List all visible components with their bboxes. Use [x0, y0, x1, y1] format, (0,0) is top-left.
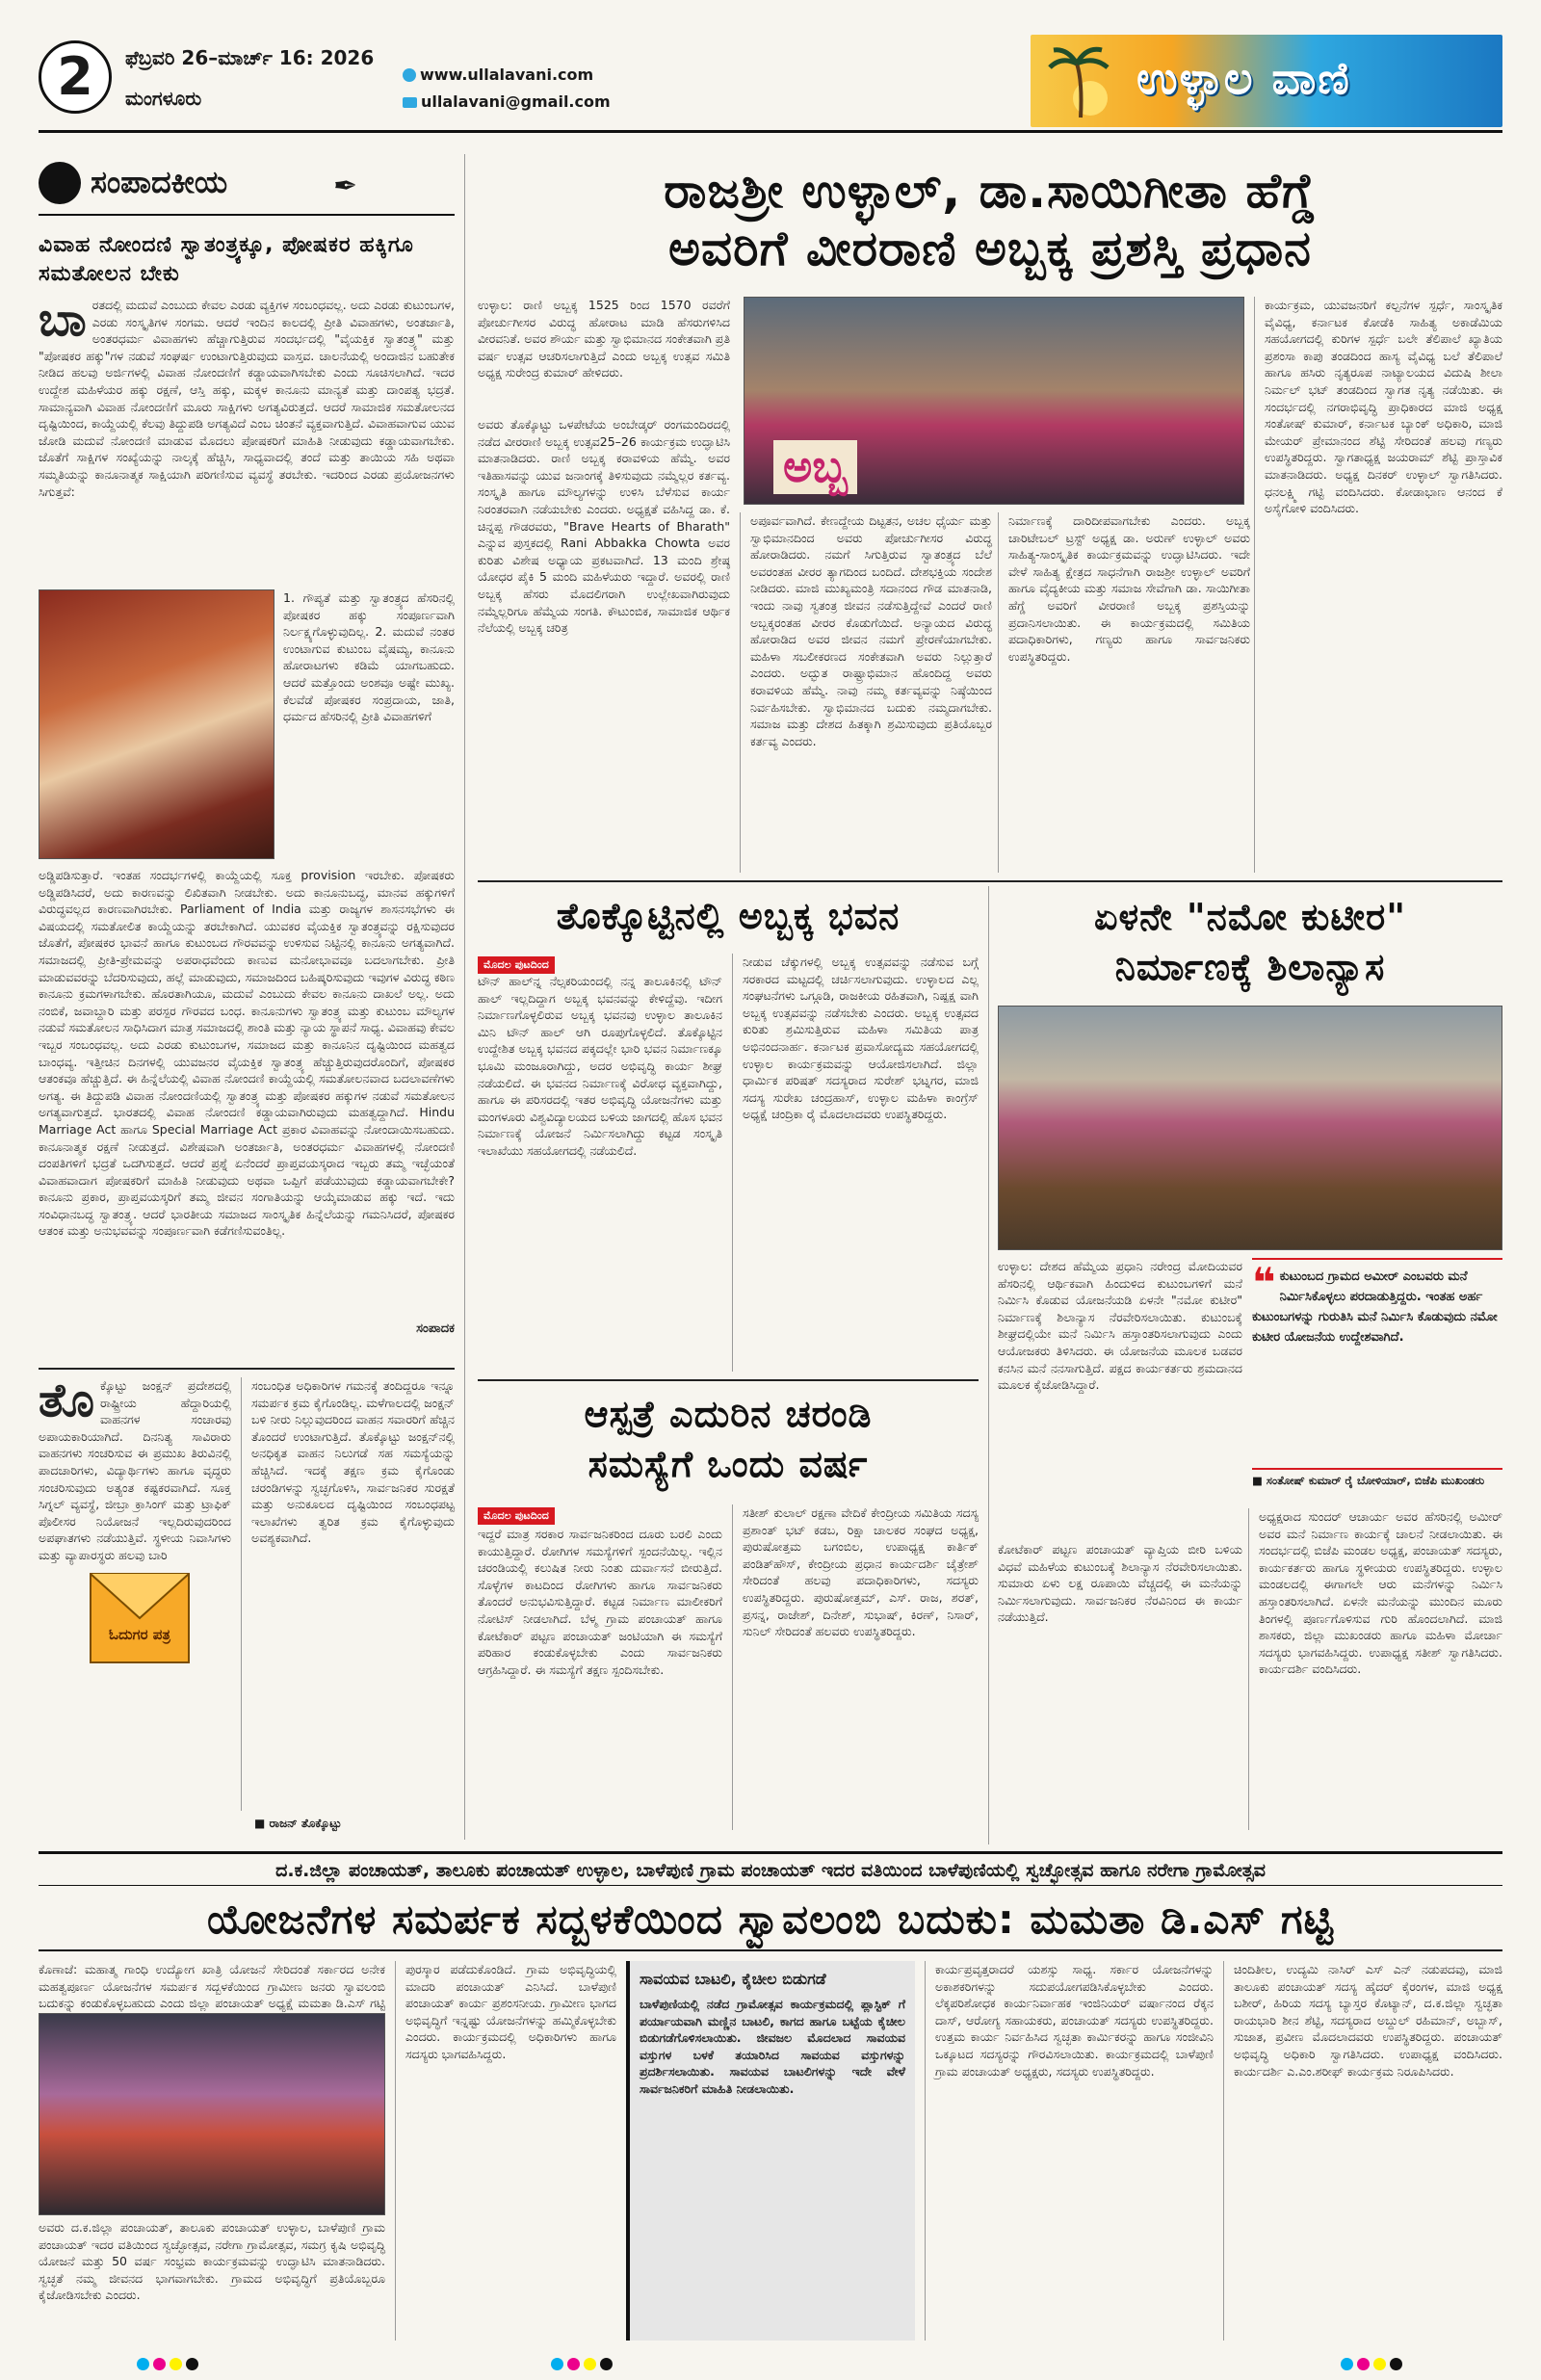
letter-author: ■ ರಾಜನ್ ತೊಕ್ಕೊಟ್ಟು [254, 1817, 342, 1830]
reg-mark-magenta [153, 2358, 166, 2370]
editorial-headline: ವಿವಾಹ ನೋಂದಣಿ ಸ್ವಾತಂತ್ರ್ಯಕ್ಕೂ, ಪೋಷಕರ ಹಕ್ಕಿಗೂ ಸಮತೋಲನ ಬೇಕು [39, 233, 414, 286]
quote-icon: ❝ [1252, 1259, 1276, 1306]
drain-cont-tag[interactable] [478, 1504, 559, 1525]
registration-marks-right [1339, 2356, 1404, 2374]
palm-tree-icon [1044, 42, 1121, 119]
lead-photo-banner: ಅಬ್ಬ [773, 440, 857, 494]
lead-col-1: ಉಳ್ಳಾಲ: ರಾಣಿ ಅಬ್ಬಕ್ಕ 1525 ರಿಂದ 1570 ರವರೆಗೆ ಪೋರ್ಚುಗೀಸರ ವಿರುದ್ಧ ಹೋರಾಟ ಮಾಡಿ ಹೆಸರುಗಳಿಸಿದ ವೀರವನಿತೆ. ಅವರ ಶೌರ್ಯ ಮತ್ತು ಸ್ವಾಭಿಮಾನದ ಸಂಕೇತವಾಗಿ ಪ್ರತಿ ವರ್ಷ ಉತ್ಸವ ಆಚರಿಸಲಾಗುತ್ತಿದೆ ಎಂದು ಅಬ್ಬಕ್ಕ ಉತ್ಸವ ಸಮಿತಿ ಅಧ್ಯಕ್ಷ ಸುರೇಂದ್ರ ಕುಮಾರ್ ಹೇಳಿದರು. [478, 298, 730, 380]
kutira-headline [998, 892, 1502, 992]
envelope-icon [87, 1570, 193, 1666]
bottom-col-1b: ಅವರು ದ.ಕ.ಜಿಲ್ಲಾ ಪಂಚಾಯತ್, ತಾಲೂಕು ಪಂಚಾಯತ್ ಉಳ್ಳಾಲ, ಬಾಳೆಪುಣಿ ಗ್ರಾಮ ಪಂಚಾಯತ್ ಇದರ ವತಿಯಿಂದ ಸ್ವಚ್ಛೋತ್ಸವ, ನರೇಗಾ ಗ್ರಾಮೋತ್ಸವ, ಸಮಗ್ರ ಕೃಷಿ ಅಭಿವೃದ್ಧಿ ಯೋಜನೆ ಮತ್ತು 50 ವರ್ಷ ಸಂಭ್ರಮ ಕಾರ್ಯಕ್ರಮವನ್ನು ಉದ್ಘಾಟಿಸಿ ಮಾತನಾಡಿದರು. ಸ್ವಚ್ಛತೆ ನಮ್ಮ ಜೀವನದ ಭಾಗವಾಗಬೇಕು. ಗ್ರಾಮದ ಅಭಿವೃದ್ಧಿಗೆ ಪ್ರತಿಯೊಬ್ಬರೂ ಕೈಜೋಡಿಸಬೇಕು ಎಂದರು. [39, 2220, 385, 2303]
bottom-box-body: ಬಾಳೆಪುಣಿಯಲ್ಲಿ ನಡೆದ ಗ್ರಾಮೋತ್ಸವ ಕಾರ್ಯಕ್ರಮದಲ್ಲಿ ಪ್ಲಾಸ್ಟಿಕ್ ಗೆ ಪರ್ಯಾಯವಾಗಿ ಮಣ್ಣಿನ ಬಾಟಲಿ, ಕಾಗದ ಹಾಗೂ ಬಟ್ಟೆಯ ಕೈಚೀಲ ಬಿಡುಗಡೆಗೊಳಿಸಲಾಯಿತು. ಜೀವಜಲ ಮೊದಲಾದ ಸಾವಯವ ವಸ್ತುಗಳ ಬಳಕೆ ತಯಾರಿಸಿದ ಸಾವಯವ ವಸ್ತುಗಳನ್ನು ಪ್ರದರ್ಶಿಸಲಾಯಿತು. ಸಾವಯವ ಬಾಟಲಿಗಳನ್ನು ಇದೇ ವೇಳೆ ಸಾರ್ವಜನಿಕರಿಗೆ ಮಾಹಿತಿ ನೀಡಲಾಯಿತು. [640, 1997, 905, 2096]
drain-top-rule [478, 1379, 979, 1381]
lead-headline-line2: ಅವರಿಗೆ ವೀರರಾಣಿ ಅಬ್ಬಕ್ಕ ಪ್ರಶಸ್ತಿ ಪ್ರಧಾನ [668, 221, 1312, 276]
letter-badge [87, 1570, 193, 1666]
reg-mark-black [186, 2358, 198, 2370]
masthead [39, 37, 1502, 133]
bottom-col-4: ಚಿಂದಿತೀಲ, ಉದ್ಯಮಿ ನಾಸಿರ್ ಎಸ್ ಎನ್ ನಡುಪದವು, ಮಾಜಿ ತಾಲೂಕು ಪಂಚಾಯತ್ ಸದಸ್ಯ ಹೈದರ್ ಕೈರಂಗಳ, ಮಾಜಿ ಅಧ್ಯಕ್ಷ ಬಶೀರ್, ಹಿರಿಯ ಸದಸ್ಯ ಬ್ಯಾಸ್ತರ ಕೊಟ್ಯಾನ್, ದ.ಕ.ಜಿಲ್ಲಾ ಸ್ವಚ್ಛತಾ ರಾಯಭಾರಿ ಶೀನ ಶೆಟ್ಟಿ, ಸದಸ್ಯರಾದ ಅಬ್ದುಲ್ ರಹಿಮಾನ್, ಅಬ್ಬಾಸ್, ಸುಜಾತ, ಪ್ರವೀಣ ಮೊದಲಾದವರು ಉಪಸ್ಥಿತರಿದ್ದರು. ಪಂಚಾಯತ್ ಅಭಿವೃದ್ಧಿ ಅಧಿಕಾರಿ ಸ್ವಾಗತಿಸಿದರು. ಉಪಾಧ್ಯಕ್ಷ ವಂದಿಸಿದರು. ಕಾರ್ಯದರ್ಶಿ ಎ.ಎಂ.ಶರೀಫ್ ಕಾರ್ಯಕ್ರಮ ನಿರೂಪಿಸಿದರು. [1223, 1961, 1502, 2341]
kutira-photo [998, 1006, 1502, 1250]
kutira-col-1b: ಕೋಟೆಕಾರ್ ಪಟ್ಟಣ ಪಂಚಾಯತ್ ವ್ಯಾಪ್ತಿಯ ಬೀರಿ ಬಳಿಯ ವಿಧವೆ ಮಹಿಳೆಯ ಕುಟುಂಬಕ್ಕೆ ಶಿಲಾನ್ಯಾಸ ನೆರವೇರಿಸಲಾಯಿತು. ಸುಮಾರು ಏಳು ಲಕ್ಷ ರೂಪಾಯಿ ವೆಚ್ಚದಲ್ಲಿ ಈ ಮನೆಯನ್ನು ನಿರ್ಮಿಸಲಾಗುವುದು. ಸಾರ್ವಜನಿಕರ ನೆರವಿನಿಂದ ಈ ಕಾರ್ಯ ನಡೆಯುತ್ತಿದೆ. [998, 1542, 1242, 1625]
letter-divider [39, 1368, 455, 1370]
letter-badge-label: ಓದುಗರ ಪತ್ರ [108, 1626, 170, 1643]
paper-logo [1031, 35, 1502, 127]
bottom-headline: ಯೋಜನೆಗಳ ಸಮರ್ಪಕ ಸದ್ಬಳಕೆಯಿಂದ ಸ್ವಾವಲಂಬಿ ಬದುಕು: ಮಮತಾ ಡಿ.ಎಸ್ ಗಟ್ಟಿ [39, 1890, 1502, 1951]
page-number: 2 [39, 40, 112, 114]
bottom-col-2: ಪುರಸ್ಕಾರ ಪಡೆದುಕೊಂಡಿದೆ. ಗ್ರಾಮ ಅಭಿವೃದ್ಧಿಯಲ್ಲಿ ಮಾದರಿ ಪಂಚಾಯತ್ ಎನಿಸಿದೆ. ಬಾಳೆಪುಣಿ ಪಂಚಾಯತ್‌ ಕಾರ್ಯ ಪ್ರಶಂಸನೀಯ. ಗ್ರಾಮೀಣ ಭಾಗದ ಅಭಿವೃದ್ಧಿಗೆ ಇನ್ನಷ್ಟು ಯೋಜನೆಗಳನ್ನು ಹಮ್ಮಿಕೊಳ್ಳಬೇಕು ಎಂದರು. ಕಾರ್ಯಕ್ರಮದಲ್ಲಿ ಅಧಿಕಾರಿಗಳು ಹಾಗೂ ಸದಸ್ಯರು ಭಾಗವಹಿಸಿದ್ದರು. [395, 1961, 616, 2341]
lead-photo [744, 297, 1244, 505]
bhavana-cont-tag[interactable] [478, 954, 559, 974]
drain-col-1: ಇದ್ದರೆ ಮಾತ್ರ ಸರಕಾರ ಸಾರ್ವಜನಿಕರಿಂದ ದೂರು ಬರಲಿ ಎಂದು ಕಾಯುತ್ತಿದ್ದಾರೆ. ರೋಗಿಗಳ ಸಮಸ್ಯೆಗಳಿಗೆ ಸ್ಪಂದನೆಯಿಲ್ಲ. ಇಲ್ಲಿನ ಚರಂಡಿಯಲ್ಲಿ ಕಲುಷಿತ ನೀರು ನಿಂತು ದುರ್ವಾಸನೆ ಬೀರುತ್ತಿದೆ. ಸೊಳ್ಳೆಗಳ ಕಾಟದಿಂದ ರೋಗಿಗಳು ಹಾಗೂ ಸಾರ್ವಜನಿಕರು ತೊಂದರೆ ಅನುಭವಿಸುತ್ತಿದ್ದಾರೆ. ಕಟ್ಟಡ ನಿರ್ಮಾಣ ಮಾಲೀಕರಿಗೆ ನೋಟಿಸ್ ನೀಡಲಾಗಿದೆ. ಬೆಳ್ಮ ಗ್ರಾಮ ಪಂಚಾಯತ್ ಹಾಗೂ ಕೋಟೆಕಾರ್ ಪಟ್ಟಣ ಪಂಚಾಯತ್ ಜಂಟಿಯಾಗಿ ಈ ಸಮಸ್ಯೆಗೆ ಪರಿಹಾರ ಕಂಡುಕೊಳ್ಳಬೇಕು ಎಂದು ಸಾರ್ವಜನಿಕರು ಆಗ್ರಹಿಸಿದ್ದಾರೆ. ಈ ಸಮಸ್ಯೆಗೆ ತಕ್ಷಣ ಸ್ಪಂದಿಸಬೇಕು. [478, 1527, 722, 1677]
lead-headline [478, 162, 1502, 277]
email-link[interactable]: ullalavani@gmail.com [421, 92, 611, 111]
bottom-col-3: ಕಾರ್ಯಪ್ರವೃತ್ತರಾದರೆ ಯಶಸ್ಸು ಸಾಧ್ಯ. ಸರ್ಕಾರ ಯೋಜನೆಗಳನ್ನು ಅಕಾಶಕರಿಗಳನ್ನು ಸದುಪಯೋಗಪಡಿಸಿಕೊಳ್ಳಬೇಕು ಎಂದರು. ಲೆಕ್ಕಪರಿಶೋಧಕ ಕಾರ್ಯನಿರ್ವಾಹಕ ಇಂಜಿನಿಯರ್ ವರ್ಷಾನಂದ ರೆಕ್ಕನ ದಾಸ್, ಆರೋಗ್ಯ ಸಹಾಯಕರು, ಪಂಚಾಯತ್ ಸದಸ್ಯರು ಉಪಸ್ಥಿತರಿದ್ದರು. ಉತ್ತಮ ಕಾರ್ಯ ನಿರ್ವಹಿಸಿದ ಸ್ವಚ್ಛತಾ ಕಾರ್ಮಿಕರನ್ನು ಹಾಗೂ ಸಂಜೀವಿನಿ ಒಕ್ಕೂಟದ ಸದಸ್ಯರನ್ನು ಗೌರವಿಸಲಾಯಿತು. ಕಾರ್ಯಕ್ರಮದಲ್ಲಿ ಬಾಳೆಪುಣಿ ಗ್ರಾಮ ಪಂಚಾಯತ್ ಅಧ್ಯಕ್ಷರು, ಸದಸ್ಯರು ಉಪಸ್ಥಿತರಿದ್ದರು. [925, 1961, 1214, 2341]
editorial-points: 1. ಗೌಪ್ಯತೆ ಮತ್ತು ಸ್ವಾತಂತ್ರ್ಯದ ಹೆಸರಿನಲ್ಲಿ ಪೋಷಕರ ಹಕ್ಕು ಸಂಪೂರ್ಣವಾಗಿ ನಿರ್ಲಕ್ಷ್ಯಗೊಳ್ಳುವುದಿಲ್ಲ. 2. ಮದುವೆ ನಂತರ ಉಂಟಾಗುವ ಕುಟುಂಬ ವೈಷಮ್ಯ, ಕಾನೂನು ಹೋರಾಟಗಳು ಕಡಿಮೆ ಯಾಗಬಹುದು. ಆದರೆ ಮತ್ತೊಂದು ಅಂಶವೂ ಅಷ್ಟೇ ಮುಖ್ಯ. ಕೆಲವೆಡೆ ಪೋಷಕರ ಸಂಪ್ರದಾಯ, ಜಾತಿ, ಧರ್ಮದ ಹೆಸರಿನಲ್ಲಿ ಪ್ರೀತಿ ವಿವಾಹಗಳಿಗೆ [283, 590, 455, 724]
bottom-box-title: ಸಾವಯವ ಬಾಟಲಿ, ಕೈಚೀಲ ಬಿಡುಗಡೆ [640, 1970, 826, 1988]
reg-mark-cyan [551, 2358, 563, 2370]
reg-mark-yellow [1373, 2358, 1386, 2370]
reg-mark-magenta [1357, 2358, 1370, 2370]
editorial-logo-icon [39, 162, 81, 204]
kutira-rule [988, 886, 989, 1844]
continued-tag[interactable]: ಮೊದಲ ಪುಟದಿಂದ [478, 956, 555, 974]
letter-section [39, 1373, 455, 1840]
email-row [403, 92, 611, 111]
reg-mark-yellow [170, 2358, 182, 2370]
editorial-photo [39, 589, 274, 859]
drain-col-2: ಸತೀಶ್ ಕುಲಾಲ್ ರಕ್ಷಣಾ ವೇದಿಕೆ ಕೇಂದ್ರೀಯ ಸಮಿತಿಯ ಸದಸ್ಯ ಪ್ರಶಾಂತ್ ಭಟ್ ಕಡಬ, ರಿಕ್ಷಾ ಚಾಲಕರ ಸಂಘದ ಅಧ್ಯಕ್ಷ, ಪುರುಷೋತ್ತಮ ಬಗಂಬಿಲ, ಉಪಾಧ್ಯಕ್ಷ ಕಾರ್ತಿಕ್ ಪಂಡಿತ್‌ಹೌಸ್, ಕೇಂದ್ರೀಯ ಪ್ರಧಾನ ಕಾರ್ಯದರ್ಶಿ ಚೈತ್ರೇಶ್ ಸೇರಿದಂತೆ ಹಲವು ಪದಾಧಿಕಾರಿಗಳು, ಸದಸ್ಯರು ಉಪಸ್ಥಿತರಿದ್ದರು. ಪುರುಷೋತ್ತಮ್, ಎಸ್. ರಾಜ, ಶರತ್, ಪ್ರಸನ್ನ, ರಾಜೇಶ್, ದಿನೇಶ್, ಸುಭಾಷ್, ಕಿರಣ್, ನಿಸಾರ್, ಸುನಿಲ್ ಸೇರಿದಂತೆ ಹಲವರು ಉಪಸ್ಥಿತರಿದ್ದರು. [732, 1504, 979, 1830]
city: ಮಂಗಳೂರು [125, 87, 202, 110]
bottom-box [626, 1961, 915, 2341]
letter-col-2: ಸಂಬಂಧಿತ ಅಧಿಕಾರಿಗಳ ಗಮನಕ್ಕೆ ತಂದಿದ್ದರೂ ಇನ್ನೂ ಸಮರ್ಪಕ ಕ್ರಮ ಕೈಗೊಂಡಿಲ್ಲ. ಮಳೆಗಾಲದಲ್ಲಿ ಜಂಕ್ಷನ್ ಬಳಿ ನೀರು ನಿಲ್ಲುವುದರಿಂದ ವಾಹನ ಸವಾರರಿಗೆ ಹೆಚ್ಚಿನ ತೊಂದರೆ ಉಂಟಾಗುತ್ತಿದೆ. ತೊಕ್ಕೊಟ್ಟು ಜಂಕ್ಷನ್‌ನಲ್ಲಿ ಅನಧಿಕೃತ ವಾಹನ ನಿಲುಗಡೆ ಸಹ ಸಮಸ್ಯೆಯನ್ನು ಹೆಚ್ಚಿಸಿದೆ. ಇದಕ್ಕೆ ತಕ್ಷಣ ಕ್ರಮ ಕೈಗೊಂಡು ಚರಂಡಿಗಳನ್ನು ಸ್ವಚ್ಛಗೊಳಿಸಿ, ಸಾರ್ವಜನಿಕರ ಸುರಕ್ಷತೆ ಮತ್ತು ಅನುಕೂಲದ ದೃಷ್ಟಿಯಿಂದ ಸಂಬಂಧಪಟ್ಟ ಇಲಾಖೆಗಳು ತ್ವರಿತ ಕ್ರಮ ಕೈಗೊಳ್ಳುವುದು ಅವಶ್ಯಕವಾಗಿದೆ. [241, 1377, 455, 1811]
paper-name: ಉಳ್ಳಾಲ ವಾಣಿ [1136, 52, 1351, 104]
mail-icon [403, 97, 417, 108]
editorial-label-row [39, 154, 455, 216]
kutira-quote-author: ■ ಸಂತೋಷ್ ಕುಮಾರ್ ರೈ ಬೋಳಿಯಾರ್, ಬಿಜೆಪಿ ಮುಖಂಡರು [1252, 1474, 1485, 1487]
editorial-body-2: ಅಡ್ಡಿಪಡಿಸುತ್ತಾರೆ. ಇಂತಹ ಸಂದರ್ಭಗಳಲ್ಲಿ ಕಾಯ್ದೆಯಲ್ಲಿ ಸೂಕ್ತ provision ಇರಬೇಕು. ಪೋಷಕರು ಅಡ್ಡಿಪಡಿಸಿದರೆ, ಅದು ಕಾರಣವನ್ನು ಲಿಖಿತವಾಗಿ ನೀಡಬೇಕು. ಅದು ಕಾನೂನುಬದ್ಧ, ಮಾನವ ಹಕ್ಕುಗಳಿಗೆ ವಿರುದ್ಧವಲ್ಲದ ಕಾರಣವಾಗಿರಬೇಕು. Parliament of India ಮತ್ತು ರಾಜ್ಯಗಳ ಶಾಸನಸಭೆಗಳು ಈ ವಿಷಯದಲ್ಲಿ ಸಮತೋಲಿತ ಕಾಯ್ದೆಯನ್ನು ತರಬೇಕಾಗಿದೆ. ಯುವಕರ ವೈಯಕ್ತಿಕ ಸ್ವಾತಂತ್ರ್ಯವನ್ನು ರಕ್ಷಿಸುವುದರ ಜೊತೆಗೆ, ಪೋಷಕರ ಭಾವನೆ ಹಾಗೂ ಕುಟುಂಬದ ಗೌರವವನ್ನು ಉಳಿಸುವ ನಿಟ್ಟಿನಲ್ಲಿ ಕಾನೂನು ಅಗತ್ಯವಾಗಿದೆ. ಸಮಾಜದಲ್ಲಿ ಪ್ರೀತಿ-ಪ್ರೇಮವನ್ನು ಅಪರಾಧವೆಂದು ಕಾಣುವ ಮನೋಭಾವವೂ ಬದಲಾಗಬೇಕು. ಪ್ರೀತಿ ಮಾಡುವವರನ್ನು ಬೆದರಿಸುವುದು, ಹಲ್ಲೆ ಮಾಡುವುದು, ಸಮಾಜದಿಂದ ಬಹಿಷ್ಕರಿಸುವುದು ಇವುಗಳ ವಿರುದ್ಧ ಕಠಿಣ ಕಾನೂನು ಕ್ರಮಗಳಾಗಬೇಕು. ಹೊರತಾಗಿಯೂ, ಮದುವೆ ಎಂಬುದು ಕೇವಲ ಕಾನೂನು ದಾಖಲೆ ಅಲ್ಲ. ಅದು ನಂಬಿಕೆ, ಜವಾಬ್ದಾರಿ ಮತ್ತು ಪರಸ್ಪರ ಗೌರವದ ಬಂಧ. ಕಾನೂನುಗಳು ಸ್ವಾತಂತ್ರ್ಯ ಮತ್ತು ಕುಟುಂಬ ಮೌಲ್ಯಗಳ ನಡುವೆ ಸಮತೋಲನ ಸಾಧಿಸಿದಾಗ ಮಾತ್ರ ಸಮಾಜದಲ್ಲಿ ಶಾಂತಿ ಮತ್ತು ನ್ಯಾಯ ಸ್ಥಾಪನೆ ಸಾಧ್ಯ. ವಿವಾಹವು ಕೇವಲ ಇಬ್ಬರ ಸಂಬಂಧವಲ್ಲ. ಅದು ಎರಡು ಕುಟುಂಬಗಳ, ಸಮಾಜದ ಮತ್ತು ಕಾನೂನಿನ ದೃಷ್ಟಿಯಿಂದ ಮಹತ್ವದ ಬಾಂಧವ್ಯ. ಇತ್ತೀಚಿನ ದಿನಗಳಲ್ಲಿ ಯುವಜನರ ವೈಯಕ್ತಿಕ ಸ್ವಾತಂತ್ರ್ಯ ಹೆಚ್ಚುತ್ತಿರುವುದರೊಂದಿಗೆ, ಪೋಷಕರ ಆತಂಕವೂ ಹೆಚ್ಚುತ್ತಿದೆ. ಈ ಹಿನ್ನೆಲೆಯಲ್ಲಿ ವಿವಾಹ ನೋಂದಣಿ ಕಾಯ್ದೆಯಲ್ಲಿ ಸಮತೋಲನವಾದ ಬದಲಾವಣೆಗಳು ಅಗತ್ಯ. ಈ ತಿದ್ದುಪಡಿ ವಿವಾಹ ನೋಂದಣಿಯಲ್ಲಿ ಸ್ವಾತಂತ್ರ್ಯ ಮತ್ತು ಪೋಷಕರ ಹಕ್ಕುಗಳ ನಡುವೆ ಸಮತೋಲನ ಅಗತ್ಯವಾಗುತ್ತದೆ. ಭಾರತದಲ್ಲಿ ವಿವಾಹ ನೋಂದಣಿ ಕಡ್ಡಾಯವಾಗಿರುವುದು ಮಹತ್ವದ್ದಾಗಿದೆ. Hindu Marriage Act ಹಾಗೂ Special Marriage Act ಪ್ರಕಾರ ವಿವಾಹವನ್ನು ನೋಂದಾಯಿಸಬಹುದು. ಕಾನೂನಾತ್ಮಕ ರಕ್ಷಣೆ ನೀಡುತ್ತದೆ. ವಿಶೇಷವಾಗಿ ಅಂತರ್ಜಾತಿ, ಅಂತರಧರ್ಮ ವಿವಾಹಗಳಲ್ಲಿ ನೋಂದಣಿ ದಂಪತಿಗಳಿಗೆ ಭದ್ರತೆ ಒದಗಿಸುತ್ತದೆ. ಆದರೆ ಪ್ರಶ್ನೆ ಏನೆಂದರೆ ಪ್ರಾಪ್ತವಯಸ್ಕರಾದ ಇಬ್ಬರು ತಮ್ಮ ಇಚ್ಛೆಯಂತೆ ವಿವಾಹವಾದಾಗ ಪೋಷಕರಿಗೆ ಮಾಹಿತಿ ನೀಡುವುದು ಅಥವಾ ಒಪ್ಪಿಗೆ ಪಡೆಯುವುದು ಕಡ್ಡಾಯವಾಗಬೇಕೇ? ಕಾನೂನು ಪ್ರಕಾರ, ಪ್ರಾಪ್ತವಯಸ್ಕರಿಗೆ ತಮ್ಮ ಜೀವನ ಸಂಗಾತಿಯನ್ನು ಆಯ್ಕೆಮಾಡುವ ಹಕ್ಕು ಇದೆ. ಇದು ಸಂವಿಧಾನಬದ್ಧ ಸ್ವಾತಂತ್ರ್ಯ. ಆದರೆ ಭಾರತೀಯ ಸಮಾಜದ ಸಾಂಸ್ಕೃತಿಕ ಹಿನ್ನೆಲೆಯನ್ನು ಗಮನಿಸಿದರೆ, ಪೋಷಕರ ಆತಂಕ ಮತ್ತು ಅನುಭವವನ್ನು ಸಂಪೂರ್ಣವಾಗಿ ಕಡೆಗಣಿಸುವಂತಿಲ್ಲ. [39, 868, 455, 1239]
lead-headline-line1: ರಾಜಶ್ರೀ ಉಳ್ಳಾಲ್, ಡಾ.ಸಾಯಿಗೀತಾ ಹೆಗ್ಡೆ [664, 163, 1317, 219]
reg-mark-yellow [584, 2358, 596, 2370]
bottom-kicker: ದ.ಕ.ಜಿಲ್ಲಾ ಪಂಚಾಯತ್, ತಾಲೂಕು ಪಂಚಾಯತ್ ಉಳ್ಳಾಲ, ಬಾಳೆಪುಣಿ ಗ್ರಾಮ ಪಂಚಾಯತ್ ಇದರ ವತಿಯಿಂದ ಬಾಳೆಪುಣಿಯಲ್ಲಿ ಸ್ವಚ್ಛೋತ್ಸವ ಹಾಗೂ ನರೇಗಾ ಗ್ರಾಮೋತ್ಸವ [39, 1851, 1502, 1886]
globe-icon [403, 68, 416, 82]
bottom-photo [39, 2013, 385, 2215]
reg-mark-cyan [1341, 2358, 1353, 2370]
continued-tag[interactable]: ಮೊದಲ ಪುಟದಿಂದ [478, 1507, 555, 1525]
kutira-headline-line2: ನಿರ್ಮಾಣಕ್ಕೆ ಶಿಲಾನ್ಯಾಸ [1114, 946, 1386, 988]
lead-bottom-rule [478, 880, 1502, 882]
date-range: ಫೆಬ್ರವರಿ 26–ಮಾರ್ಚ್ 16: 2026 [125, 46, 375, 69]
website-row [403, 65, 593, 84]
website-link[interactable]: www.ullalavani.com [420, 65, 594, 84]
pen-icon: ✒ [333, 170, 358, 203]
letter-col-1: ತೊಕ್ಕೊಟ್ಟು ಜಂಕ್ಷನ್ ಪ್ರದೇಶದಲ್ಲಿ ರಾಷ್ಟ್ರೀಯ ಹೆದ್ದಾರಿಯಲ್ಲಿ ವಾಹನಗಳ ಸಂಚಾರವು ಅಪಾಯಕಾರಿಯಾಗಿದೆ. ದಿನನಿತ್ಯ ಸಾವಿರಾರು ವಾಹನಗಳು ಸಂಚರಿಸುವ ಈ ಪ್ರಮುಖ ತಿರುವಿನಲ್ಲಿ ಪಾದಚಾರಿಗಳು, ವಿದ್ಯಾರ್ಥಿಗಳು ಹಾಗೂ ವೃದ್ಧರು ಸಂಚರಿಸುವುದು ಅತ್ಯಂತ ಕಷ್ಟಕರವಾಗಿದೆ. ಸೂಕ್ತ ಸಿಗ್ನಲ್ ವ್ಯವಸ್ಥೆ, ಜೀಬ್ರಾ ಕ್ರಾಸಿಂಗ್ ಮತ್ತು ಟ್ರಾಫಿಕ್ ಪೊಲೀಸರ ನಿಯೋಜನೆ ಇಲ್ಲದಿರುವುದರಿಂದ ಅಪಘಾತಗಳು ನಡೆಯುತ್ತಿವೆ. ಸ್ಥಳೀಯ ನಿವಾಸಿಗಳು ಮತ್ತು ವ್ಯಾಪಾರಸ್ಥರು ಹಲವು ಬಾರಿ [39, 1373, 231, 1562]
editorial-signature: ಸಂಪಾದಕ [416, 1321, 455, 1336]
drain-headline-line2: ಸಮಸ್ಯೆಗೆ ಒಂದು ವರ್ಷ [588, 1443, 869, 1485]
bottom-col-1: ಕೊಣಾಜೆ: ಮಹಾತ್ಮ ಗಾಂಧಿ ಉದ್ಯೋಗ ಖಾತ್ರಿ ಯೋಜನೆ ಸೇರಿದಂತೆ ಸರ್ಕಾರದ ಅನೇಕ ಮಹತ್ವಪೂರ್ಣ ಯೋಜನೆಗಳ ಸಮರ್ಪಕ ಸದ್ಬಳಕೆಯಿಂದ ಗ್ರಾಮೀಣ ಜನರು ಸ್ವಾವಲಂಬಿ ಬದುಕನ್ನು ಕಂಡುಕೊಳ್ಳಬಹುದು ಎಂದು ಜಿಲ್ಲಾ ಪಂಚಾಯತ್ ಅಧ್ಯಕ್ಷೆ ಮಮತಾ ಡಿ.ಎಸ್ ಗಟ್ಟಿ [39, 1962, 385, 2011]
reg-mark-cyan [137, 2358, 149, 2370]
lead-col-2: ಅಪೂರ್ವವಾಗಿದೆ. ಕೇಣದ್ದೇಯ ದಿಟ್ಟತನ, ಅಚಲ ಧೈರ್ಯ ಮತ್ತು ಸ್ವಾಭಿಮಾನದಿಂದ ಅವರು ಪೋರ್ಚುಗೀಸರ ವಿರುದ್ಧ ಹೋರಾಡಿದರು. ನಮಗೆ ಸಿಗುತ್ತಿರುವ ಸ್ವಾತಂತ್ರ್ಯದ ಬೆಲೆ ಅವರಂತಹ ವೀರರ ತ್ಯಾಗದಿಂದ ಬಂದಿದೆ. ದೇಶಭಕ್ತಿಯ ಸಂದೇಶ ನೀಡಿದರು. ಮಾಜಿ ಮುಖ್ಯಮಂತ್ರಿ ಸದಾನಂದ ಗೌಡ ಮಾತನಾಡಿ, ಇಂದು ನಾವು ಸ್ವತಂತ್ರ ಜೀವನ ನಡೆಸುತ್ತಿದ್ದೇವೆ ಎಂದರೆ ರಾಣಿ ಅಬ್ಬಕ್ಕರಂತಹ ವೀರರ ಕೊಡುಗೆಯಿದೆ. ಅನ್ಯಾಯದ ವಿರುದ್ಧ ಹೋರಾಡಿದ ಅವರ ಜೀವನ ನಮಗೆ ಪ್ರೇರಣೆಯಾಗಬೇಕು. ಮಹಿಳಾ ಸಬಲೀಕರಣದ ಸಂಕೇತವಾಗಿ ಅವರು ನಿಲ್ಲುತ್ತಾರೆ ಎಂದರು. ಅದ್ಭುತ ರಾಷ್ಟ್ರಾಭಿಮಾನ ಹೊಂದಿದ್ದ ಅವರು ಕರಾವಳಿಯ ಹೆಮ್ಮೆ. ನಾವು ನಮ್ಮ ಕರ್ತವ್ಯವನ್ನು ನಿಷ್ಠೆಯಿಂದ ನಿರ್ವಹಿಸಬೇಕು. ಸ್ವಾಭಿಮಾನದ ಬದುಕು ನಮ್ಮದಾಗಬೇಕು. ಸಮಾಜ ಮತ್ತು ದೇಶದ ಹಿತಕ್ಕಾಗಿ ಶ್ರಮಿಸುವುದು ಪ್ರತಿಯೊಬ್ಬರ ಕರ್ತವ್ಯ ಎಂದರು. [740, 512, 992, 873]
letter-drop-cap: ತೊ [39, 1373, 94, 1427]
registration-marks-left [135, 2356, 200, 2374]
drain-headline-line1: ಆಸ್ಪತ್ರೆ ಎದುರಿನ ಚರಂಡಿ [584, 1393, 873, 1435]
reg-mark-magenta [567, 2358, 580, 2370]
editorial-body-1: ಬಾರತದಲ್ಲಿ ಮದುವೆ ಎಂಬುದು ಕೇವಲ ಎರಡು ವ್ಯಕ್ತಿಗಳ ಸಂಬಂಧವಲ್ಲ. ಅದು ಎರಡು ಕುಟುಂಬಗಳ, ಎರಡು ಸಂಸ್ಕೃತಿಗಳ ಸಂಗಮ. ಆದರೆ ಇಂದಿನ ಕಾಲದಲ್ಲಿ ಪ್ರೀತಿ ವಿವಾಹಗಳು, ಅಂತರ್ಜಾತಿ, ಅಂತರಧರ್ಮ ವಿವಾಹಗಳು ಹೆಚ್ಚಾಗುತ್ತಿರುವ ಸಂದರ್ಭದಲ್ಲಿ "ವೈಯಕ್ತಿಕ ಸ್ವಾತಂತ್ರ್ಯ" ಮತ್ತು "ಪೋಷಕರ ಹಕ್ಕು"ಗಳ ನಡುವೆ ಸಂಘರ್ಷ ಉಂಟಾಗುತ್ತಿರುವುದು ವಾಸ್ತವ. ಚಾಲನೆಯಲ್ಲಿ ಅಂದಾಜಿನ ಬಹುತೇಕ ನೀಡಿದ ಹಲವು ಅರ್ಜಿಗಳಲ್ಲಿ ವಿವಾಹ ನೋಂದಣಿಗೆ ಕಡ್ಡಾಯವಾಗಿಸಬೇಕು ಎಂದು ಸೂಚಿಸಲಾಗಿದೆ. ಇದರ ಉದ್ದೇಶ ಮಹಿಳೆಯರ ಹಕ್ಕು ರಕ್ಷಣೆ, ಆಸ್ತಿ ಹಕ್ಕು, ಮಕ್ಕಳ ಕಾನೂನು ಮಾನ್ಯತೆ ಮತ್ತು ದಾಂಪತ್ಯ ಭದ್ರತೆ. ಸಾಮಾನ್ಯವಾಗಿ ವಿವಾಹ ನೋಂದಣಿಗೆ ಮೂರು ಸಾಕ್ಷಿಗಳು ಅಗತ್ಯವಿರುತ್ತದೆ. ಆದರೆ ಸಾಮಾಜಿಕ ಸಮತೋಲನದ ದೃಷ್ಟಿಯಿಂದ, ಕಾಯ್ದೆಯಲ್ಲಿ ಕೆಲವು ತಿದ್ದುಪಡಿ ಅಗತ್ಯವಿದೆ ಎಂಬ ಚಿಂತನೆ ವ್ಯಕ್ತವಾಗುತ್ತಿದೆ. ವಿವಾಹವಾಗುವ ಯುವ ಜೋಡಿ ಮದುವೆ ನೋಂದಣಿ ಮಾಡುವ ಮೊದಲು ಪೋಷಕರಿಗೆ ಮಾಹಿತಿ ನೀಡುವುದು ಕಡ್ಡಾಯವಾಗಬೇಕು. ಜೊತೆಗೆ ಸಾಕ್ಷಿಗಳ ಸಂಖ್ಯೆಯನ್ನು ನಾಲ್ಕಕ್ಕೆ ಹೆಚ್ಚಿಸಿ, ಸಾಧ್ಯವಾದಲ್ಲಿ ತಂದೆ ಮತ್ತು ತಾಯಿಯ ಸಹಿ ಅಥವಾ ಸಮ್ಮತಿಯನ್ನು ಕಾನೂನಾತ್ಮಕ ಸಾಕ್ಷಿಯಾಗಿ ಪರಿಗಣಿಸುವ ವ್ಯವಸ್ಥೆ ತರಬೇಕು. ಇದರಿಂದ ಎರಡು ಪ್ರಯೋಜನಗಳು ಸಿಗುತ್ತವೆ: [39, 293, 455, 499]
kutira-headline-line1: ಏಳನೇ "ನಮೋ ಕುಟೀರ" [1093, 896, 1407, 938]
kutira-col-1: ಉಳ್ಳಾಲ: ದೇಶದ ಹೆಮ್ಮೆಯ ಪ್ರಧಾನಿ ನರೇಂದ್ರ ಮೋದಿಯವರ ಹೆಸರಿನಲ್ಲಿ ಆರ್ಥಿಕವಾಗಿ ಹಿಂದುಳಿದ ಕುಟುಂಬಗಳಿಗೆ ಮನೆ ನಿರ್ಮಿಸಿ ಕೊಡುವ ಯೋಜನೆಯಡಿ ಏಳನೇ "ನಮೋ ಕುಟೀರ" ನಿರ್ಮಾಣಕ್ಕೆ ಶಿಲಾನ್ಯಾಸ ನೆರವೇರಿಸಲಾಯಿತು. ಕುಟುಂಬಕ್ಕೆ ಶೀಘ್ರದಲ್ಲಿಯೇ ಮನೆ ನಿರ್ಮಿಸಿ ಹಸ್ತಾಂತರಿಸಲಾಗುವುದು ಎಂದು ಆಯೋಜಕರು ತಿಳಿಸಿದರು. ಈ ಯೋಜನೆಯ ಮೂಲಕ ಬಡವರ ಕನಸಿನ ಮನೆ ನನಸಾಗುತ್ತಿದೆ. ಪಕ್ಷದ ಕಾರ್ಯಕರ್ತರು ಶ್ರಮದಾನದ ಮೂಲಕ ಕೈಜೋಡಿಸಿದ್ದಾರೆ. [998, 1259, 1242, 1393]
editorial-label: ಸಂಪಾದಕೀಯ [91, 164, 228, 200]
left-column-rule [464, 154, 465, 1840]
kutira-col-2: ಅಧ್ಯಕ್ಷರಾದ ಸುಂದರ್ ಆಚಾರ್ಯ ಅವರ ಹೆಸರಿನಲ್ಲಿ ಅಮೀರ್ ಅವರ ಮನೆ ನಿರ್ಮಾಣ ಕಾರ್ಯಕ್ಕೆ ಚಾಲನೆ ನೀಡಲಾಯಿತು. ಈ ಸಂದರ್ಭದಲ್ಲಿ ಬಿಜೆಪಿ ಮಂಡಲ ಅಧ್ಯಕ್ಷ, ಪಂಚಾಯತ್ ಸದಸ್ಯರು, ಕಾರ್ಯಕರ್ತರು ಹಾಗೂ ಸ್ಥಳೀಯರು ಉಪಸ್ಥಿತರಿದ್ದರು. ಉಳ್ಳಾಲ ಮಂಡಲದಲ್ಲಿ ಈಗಾಗಲೇ ಆರು ಮನೆಗಳನ್ನು ನಿರ್ಮಿಸಿ ಹಸ್ತಾಂತರಿಸಲಾಗಿದೆ. ಏಳನೇ ಮನೆಯನ್ನು ಮುಂದಿನ ಮೂರು ತಿಂಗಳಲ್ಲಿ ಪೂರ್ಣಗೊಳಿಸುವ ಗುರಿ ಹೊಂದಲಾಗಿದೆ. ಮಾಜಿ ಶಾಸಕರು, ಜಿಲ್ಲಾ ಮುಖಂಡರು ಹಾಗೂ ಮಹಿಳಾ ಮೋರ್ಚಾ ಸದಸ್ಯರು ಭಾಗವಹಿಸಿದ್ದರು. ಉಪಾಧ್ಯಕ್ಷ ಸತೀಶ್ ಸ್ವಾಗತಿಸಿದರು. ಕಾರ್ಯದರ್ಶಿ ವಂದಿಸಿದರು. [1248, 1508, 1502, 1830]
editorial-drop-cap: ಬಾ [39, 293, 87, 347]
lead-col-3: ನಿರ್ಮಾಣಕ್ಕೆ ದಾರಿದೀಪವಾಗಬೇಕು ಎಂದರು. ಅಬ್ಬಕ್ಕ ಚಾರಿಟೇಬಲ್ ಟ್ರಸ್ಟ್ ಅಧ್ಯಕ್ಷ ಡಾ. ಅರುಣ್ ಉಳ್ಳಾಲ್ ಅವರು ಸಾಹಿತ್ಯ-ಸಾಂಸ್ಕೃತಿಕ ಕಾರ್ಯಕ್ರಮವನ್ನು ಉದ್ಘಾಟಿಸಿದರು. ಇದೇ ವೇಳೆ ಸಾಹಿತ್ಯ ಕ್ಷೇತ್ರದ ಸಾಧನೆಗಾಗಿ ರಾಜಶ್ರೀ ಉಳ್ಳಾಲ್ ಅವರಿಗೆ ಹಾಗೂ ವೈದ್ಯಕೀಯ ಮತ್ತು ಸಮಾಜ ಸೇವೆಗಾಗಿ ಡಾ. ಸಾಯಿಗೀತಾ ಹೆಗ್ಡೆ ಅವರಿಗೆ ವೀರರಾಣಿ ಅಬ್ಬಕ್ಕ ಪ್ರಶಸ್ತಿಯನ್ನು ಪ್ರದಾನಿಸಲಾಯಿತು. ಈ ಕಾರ್ಯಕ್ರಮದಲ್ಲಿ ಸಮಿತಿಯ ಪದಾಧಿಕಾರಿಗಳು, ಗಣ್ಯರು ಹಾಗೂ ಸಾರ್ವಜನಿಕರು ಉಪಸ್ಥಿತರಿದ್ದರು. [998, 512, 1250, 873]
lead-col-4: ಕಾರ್ಯಕ್ರಮ, ಯುವಜನರಿಗೆ ಕಲ್ಪನೆಗಳ ಸ್ಪರ್ಧೆ, ಸಾಂಸ್ಕೃತಿಕ ವೈವಿಧ್ಯ, ಕರ್ನಾಟಕ ಕೋಡೆಕಿ ಸಾಹಿತ್ಯ ಅಕಾಡೆಮಿಯ ಸಹಯೋಗದಲ್ಲಿ ಕುರಿಗಳ ಸ್ಪರ್ಧೆ ಬಲೇ ತೆಲಿಪಾಲೆ ಖ್ಯಾತಿಯ ಪ್ರಶಂಸಾ ಕಾಪು ತಂಡದಿಂದ ಹಾಸ್ಯ ವೈವಿಧ್ಯ ಬಲೆ ತೆಲಿಪಾಲೆ ಹಾಗೂ ಹಸಿರು ನೃತ್ಯರೂಪ ನಾಟ್ಯಾಲಯದ ವಿದುಷಿ ಶೀಲಾ ನಿರ್ಮಲ್ ಭಟ್ ತಂಡದಿಂದ ಸ್ವಾಗತ ನೃತ್ಯ ನಡೆಯಿತು. ಈ ಸಂದರ್ಭದಲ್ಲಿ ನಗರಾಭಿವೃದ್ಧಿ ಪ್ರಾಧಿಕಾರದ ಮಾಜಿ ಅಧ್ಯಕ್ಷ ಸಂತೋಷ್ ಕುಮಾರ್, ಕರ್ನಾಟಕ ಬ್ಯಾಂಕ್ ಅಧಿಕಾರಿ, ಮಾಜಿ ಮೇಯರ್ ಪ್ರೇಮಾನಂದ ಶೆಟ್ಟಿ ಸೇರಿದಂತೆ ಹಲವು ಗಣ್ಯರು ಉಪಸ್ಥಿತರಿದ್ದರು. ಸ್ವಾಗತಾಧ್ಯಕ್ಷ ಜಯರಾಮ್ ಶೆಟ್ಟಿ ಪ್ರಾಸ್ತಾವಿಕ ಮಾತನಾಡಿದರು. ಅಧ್ಯಕ್ಷ ದಿನಕರ್ ಉಳ್ಳಾಲ್ ಸ್ವಾಗತಿಸಿದರು. ಧನಲಕ್ಷ್ಮಿ ಗಟ್ಟಿ ವಂದಿಸಿದರು. ಕೋಡಾಭಾಣ ಆನಂದ ಕೆ ಅಸೈಗೋಳಿ ವಂದಿಸಿದರು. [1254, 297, 1502, 873]
bhavana-col-1: ಟೌನ್ ಹಾಲ್‌ನ್ನ ನೆಲ್ಸಕರಿಯಂದಲ್ಲಿ ನನ್ನ ತಾಲೂಕಿನಲ್ಲಿ ಟೌನ್ ಹಾಲ್ ಇಲ್ಲದಿದ್ದಾಗ ಅಬ್ಬಕ್ಕ ಭವನವನ್ನು ಕೇಳಿದ್ದೆವು. ಇದೀಗ ನಿರ್ಮಾಣಗೊಳ್ಳಲಿರುವ ಅಬ್ಬಕ್ಕ ಭವನವು ಉಳ್ಳಾಲ ತಾಲೂಕಿನ ಮಿನಿ ಟೌನ್ ಹಾಲ್ ಆಗಿ ರೂಪುಗೊಳ್ಳಲಿದೆ. ತೊಕ್ಕೊಟ್ಟಿನ ಉದ್ದೇಶಿತ ಅಬ್ಬಕ್ಕ ಭವನದ ಪಕ್ಕದಲ್ಲೇ ಭಾರಿ ಭವನ ನಿರ್ಮಾಣಕ್ಕೂ ಭೂಮಿ ಮಂಜೂರಾಗಿದ್ದು, ಅದರ ಅಭಿವೃದ್ಧಿ ಕಾರ್ಯ ಶೀಘ್ರ ನಡೆಯಲಿದೆ. ಈ ಭವನದ ನಿರ್ಮಾಣಕ್ಕೆ ವಿರೋಧ ವ್ಯಕ್ತವಾಗಿದ್ದು, ಹಾಗೂ ಈ ಪರಿಸರದಲ್ಲಿ ಇತರ ಅಭಿವೃದ್ಧಿ ಯೋಜನೆಗಳು ಮತ್ತು ಮಂಗಳೂರು ವಿಶ್ವವಿದ್ಯಾಲಯದ ಬಳಿಯ ಜಾಗದಲ್ಲಿ ಹೊಸ ಭವನ ನಿರ್ಮಾಣಕ್ಕೆ ಯೋಜನೆ ನಿರ್ಮಿಸಲಾಗಿದ್ದು ಕಟ್ಟಡ ಸಂಸ್ಕೃತಿ ಇಲಾಖೆಯು ಸಹಯೋಗದಲ್ಲಿ ನಡೆಯಲಿದೆ. [478, 974, 722, 1158]
bhavana-headline: ತೊಕ್ಕೊಟ್ಟಿನಲ್ಲಿ ಅಬ್ಬಕ್ಕ ಭವನ [556, 895, 901, 937]
bhavana-col-2: ನೀಡುವ ಚೆಕ್ಕುಗಳಲ್ಲಿ ಅಬ್ಬಕ್ಕ ಉತ್ಸವವನ್ನು ನಡೆಸುವ ಬಗ್ಗೆ ಸರಕಾರದ ಮಟ್ಟದಲ್ಲಿ ಚರ್ಚಿಸಲಾಗುವುದು. ಉಳ್ಳಾಲದ ಎಲ್ಲ ಸಂಘಟನೆಗಳು ಒಗ್ಗೂಡಿ, ರಾಜಕೀಯ ರಹಿತವಾಗಿ, ನಿಷ್ಪಕ್ಷ ವಾಗಿ ಅಬ್ಬಕ್ಕ ಉತ್ಸವವನ್ನು ನಡೆಸಬೇಕು ಎಂದರು. ಅಬ್ಬಕ್ಕ ಉತ್ಸವದ ಕುರಿತು ಶ್ರಮಿಸುತ್ತಿರುವ ಮಹಿಳಾ ಸಮಿತಿಯ ಪಾತ್ರ ಅಭಿನಂದನಾರ್ಹ. ಕರ್ನಾಟಕ ಪ್ರವಾಸೋದ್ಯಮ ಸಹಯೋಗದಲ್ಲಿ ಉಳ್ಳಾಲ ಕಾರ್ಯಕ್ರಮವನ್ನು ಆಯೋಜಿಸಲಾಗಿದೆ. ಜಿಲ್ಲಾ ಧಾರ್ಮಿಕ ಪರಿಷತ್ ಸದಸ್ಯರಾದ ಸುರೇಶ್ ಭಟ್ನಗರ, ಮಾಜಿ ಸದಸ್ಯ ಸುರೇಖ ಚಂದ್ರಹಾಸ್, ಉಳ್ಳಾಲ ಮಹಿಳಾ ಕಾಂಗ್ರೆಸ್ ಅಧ್ಯಕ್ಷೆ ಚಂದ್ರಿಕಾ ರೈ ಮೊದಲಾದವರು ಉಪಸ್ಥಿತರಿದ್ದರು. [732, 954, 979, 1372]
editorial-section [39, 154, 455, 1339]
registration-marks-center [549, 2356, 614, 2374]
lead-col-1b: ಅವರು ತೊಕ್ಕೊಟ್ಟು ಒಳಪೇಟೆಯ ಅಂಬೇಡ್ಕರ್ ರಂಗಮಂದಿರದಲ್ಲಿ ನಡೆದ ವೀರರಾಣಿ ಅಬ್ಬಕ್ಕ ಉತ್ಸವ25–26 ಕಾರ್ಯಕ್ರಮ ಉದ್ಘಾಟಿಸಿ ಮಾತನಾಡಿದರು. ರಾಣಿ ಅಬ್ಬಕ್ಕ ಕರಾವಳಿಯ ಹೆಮ್ಮೆ. ಅವರ ಇತಿಹಾಸವನ್ನು ಯುವ ಜನಾಂಗಕ್ಕೆ ತಿಳಿಸುವುದು ನಮ್ಮೆಲ್ಲರ ಕರ್ತವ್ಯ. ಸಂಸ್ಕೃತಿ ಹಾಗೂ ಮೌಲ್ಯಗಳನ್ನು ಉಳಿಸಿ ಬೆಳೆಸುವ ಕಾರ್ಯ ನಿರಂತರವಾಗಿ ನಡೆಯಬೇಕು ಎಂದರು. ಅಧ್ಯಕ್ಷತೆ ವಹಿಸಿದ್ದ ಡಾ. ಕೆ. ಚಿನ್ನಪ್ಪ ಗೌಡರವರು, "Brave Hearts of Bharath" ಎನ್ನುವ ಪುಸ್ತಕದಲ್ಲಿ Rani Abbakka Chowta ಅವರ ಕುರಿತು ವಿಶೇಷ ಅಧ್ಯಾಯ ಪ್ರಕಟವಾಗಿದೆ. 13 ಮಂದಿ ಶ್ರೇಷ್ಠ ಯೋಧರ ಪೈಕಿ 5 ಮಂದಿ ಮಹಿಳೆಯರು ಇದ್ದಾರೆ. ಅವರಲ್ಲಿ ರಾಣಿ ಅಬ್ಬಕ್ಕ ಹೆಸರು ಮೊದಲಿಗರಾಗಿ ಉಲ್ಲೇಖವಾಗಿರುವುದು ನಮ್ಮೆಲ್ಲರಿಗೂ ಹೆಮ್ಮೆಯ ಸಂಗತಿ. ಕೌಟುಂಬಿಕ, ಸಾಮಾಜಿಕ ಆರ್ಥಿಕ ನೆಲೆಯಲ್ಲಿ ಅಬ್ಬಕ್ಕ ಚರಿತ್ರ [478, 417, 730, 636]
reg-mark-black [1390, 2358, 1402, 2370]
drain-headline [478, 1389, 979, 1489]
reg-mark-black [600, 2358, 613, 2370]
kutira-quote: ❝ ಕುಟುಂಬದ ಗ್ರಾಮದ ಅಮೀರ್ ಎಂಬವರು ಮನೆ ನಿರ್ಮಿಸಿಕೊಳ್ಳಲು ಪರದಾಡುತ್ತಿದ್ದರು. ಇಂತಹ ಅರ್ಹ ಕುಟುಂಬಗಳನ್ನು ಗುರುತಿಸಿ ಮನೆ ನಿರ್ಮಿಸಿ ಕೊಡುವುದು ನಮೋ ಕುಟೀರ ಯೋಜನೆಯ ಉದ್ದೇಶವಾಗಿದೆ. [1252, 1258, 1502, 1470]
